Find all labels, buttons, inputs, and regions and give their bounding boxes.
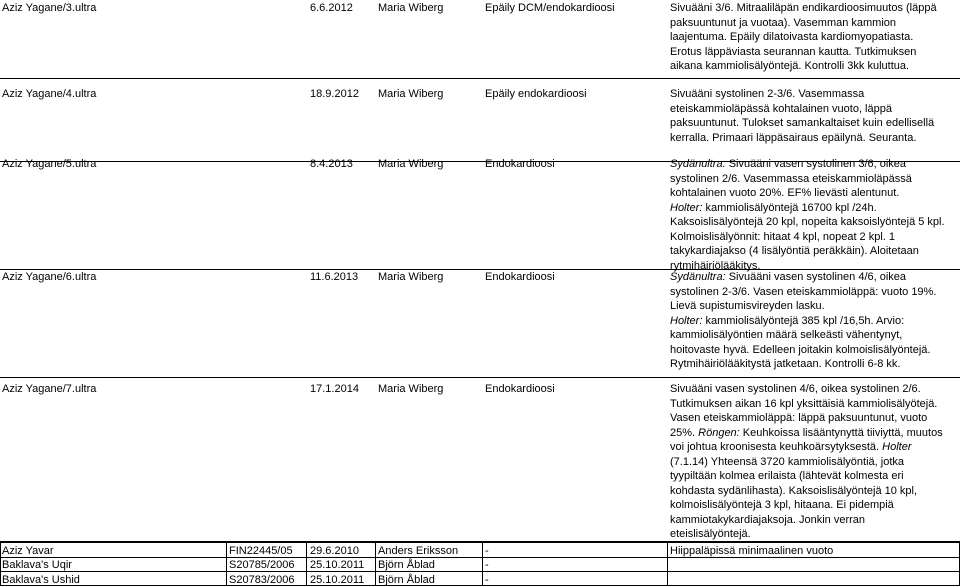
grid-line xyxy=(306,542,307,586)
grid-line xyxy=(375,542,376,586)
registration-id: FIN22445/05 xyxy=(229,545,293,557)
notes-line: kohtalainen vuoto 20%. EF% lievästi alentunut. xyxy=(670,187,900,199)
patient-name: Aziz Yagane/6.ultra xyxy=(2,271,97,283)
table-row xyxy=(0,557,960,572)
exam-date: 17.1.2014 xyxy=(310,383,359,395)
notes-line: systolinen 2/6. Vasemmassa eteiskammioläpässä xyxy=(670,172,912,185)
diagnosis: Endokardioosi xyxy=(485,158,555,170)
notes-line: takykardiajakso (4 lisälyöntiä peräkkäin). Aloitetaan xyxy=(670,245,919,257)
patient-name: Aziz Yagane/3.ultra xyxy=(2,2,97,14)
notes-line: Holter: kammiolisälyöntejä 385 kpl /16,5h. Arvio: xyxy=(670,314,905,327)
grid-line xyxy=(667,542,668,586)
notes: Hiippaläpissä minimaalinen vuoto xyxy=(670,545,834,557)
notes-line: kerralla. Primaari läppäsairaus epäilynä. Seuranta. xyxy=(670,131,917,144)
notes-line: hoitovaste hyvä. Edelleen joitakin kolmoislisälyöntejä. xyxy=(670,343,931,356)
notes xyxy=(670,382,956,542)
notes-line: rytmihäiriölääkitys. xyxy=(670,259,761,272)
notes-lead: Sydänultra: xyxy=(670,158,726,170)
notes-line: 25%. Röngen: Keuhkoissa lisääntynyttä tiiviyttä, muutos xyxy=(670,426,943,439)
notes-lead: Holter: xyxy=(670,201,703,214)
registration-id: S20783/2006 xyxy=(229,574,295,586)
notes-line: Kaksoislisälyöntejä 20 kpl, nopeita kaksoislyöntejä 5 kpl. xyxy=(670,216,945,228)
notes-line: (7.1.14) Yhteensä 3720 kammiolisälyöntiä, jotka xyxy=(670,455,904,468)
table-row xyxy=(0,572,960,586)
notes-line: Tutkimuksen aikan 16 kpl yksittäisiä kammiolisälyötejä. xyxy=(670,397,938,410)
notes-line: Kolmoislisälyönnit: hitaat 4 kpl, nopeat 2 kpl. 1 xyxy=(670,230,896,243)
doctor-name: Maria Wiberg xyxy=(378,88,444,100)
notes-line: Sydänultra: Sivuääni vasen systolinen 3/6, oikea xyxy=(670,158,907,170)
notes-line: Sivuääni 3/6. Mitraaliläpän endikardioosimuutos (läppä xyxy=(670,2,937,14)
notes-line: voi johtua kroonisesta keuhkoärsytyksestä. Holter xyxy=(670,441,912,453)
patient-name: Aziz Yagane/4.ultra xyxy=(2,88,97,100)
notes-line: Sivuääni systolinen 2-3/6. Vasemmassa xyxy=(670,88,865,100)
record-row xyxy=(0,0,960,79)
doctor-name: Maria Wiberg xyxy=(378,158,444,170)
notes-line: eteiskammioläpässä kohtalainen vuoto, läppä xyxy=(670,102,892,115)
notes-line: paksuuntunut ja vuotaa). Vasemman kammion xyxy=(670,16,897,29)
doctor-name: Maria Wiberg xyxy=(378,271,444,283)
diagnosis: Epäily DCM/endokardioosi xyxy=(485,2,615,14)
doctor-name: Maria Wiberg xyxy=(378,383,444,395)
patient-name: Baklava's Ushid xyxy=(2,574,80,586)
exam-date: 8.4.2013 xyxy=(310,158,353,170)
notes xyxy=(670,270,956,372)
exam-date: 29.6.2010 xyxy=(310,545,359,557)
record-row xyxy=(0,269,960,378)
notes-line: kolmoislisälyöntejä 3 kpl, hitaana. Ei pidempiä xyxy=(670,499,894,511)
notes-line: Sydänultra: Sivuääni vasen systolinen 4/6, oikea xyxy=(670,271,907,283)
notes-line: Erotus läppäviasta seurannan kautta. Tutkimuksen xyxy=(670,45,917,58)
notes-line: laajentuma. Epäily dilatoivasta kardiomyopatiasta. xyxy=(670,31,914,43)
record-row xyxy=(0,86,960,162)
grid-line xyxy=(226,542,227,586)
notes-lead: Röngen: xyxy=(698,426,740,439)
exam-date: 25.10.2011 xyxy=(310,574,365,586)
exam-date: 11.6.2013 xyxy=(310,271,359,283)
notes-line: paksuuntunut. Tulokset samankaltaiset kuin edellisellä xyxy=(670,117,935,129)
notes-lead: Holter: xyxy=(670,314,703,327)
diagnosis: Epäily endokardioosi xyxy=(485,88,587,100)
doctor-name: Björn Åblad xyxy=(378,574,435,586)
notes-line: Rytmihäiriölääkitystä jatketaan. Kontrolli 6-8 kk. xyxy=(670,358,901,370)
notes-lead: Holter xyxy=(882,441,912,453)
grid-line xyxy=(482,542,483,586)
notes-line: Sivuääni vasen systolinen 4/6, oikea systolinen 2/6. xyxy=(670,383,921,395)
patient-name: Baklava's Uqir xyxy=(2,559,72,571)
doctor-name: Anders Eriksson xyxy=(378,545,459,557)
doctor-name: Maria Wiberg xyxy=(378,2,444,14)
notes-line: tyypiltään kolmea erilaista (lähtevät kolmesta eri xyxy=(670,470,904,482)
notes xyxy=(670,1,956,74)
notes-line: Lievä supistumisvireyden lasku. xyxy=(670,300,825,312)
notes-line: kammiotakykardiajaksoja. Jonkin verran xyxy=(670,513,866,526)
patient-name: Aziz Yavar xyxy=(2,545,54,557)
diagnosis: - xyxy=(485,574,489,586)
notes-line: kohdasta sydänlihasta). Kaksoislisälyöntejä 10 kpl, xyxy=(670,484,918,497)
exam-date: 25.10.2011 xyxy=(310,559,365,571)
diagnosis: Endokardioosi xyxy=(485,271,555,283)
grid-line xyxy=(0,542,1,586)
exam-date: 6.6.2012 xyxy=(310,2,353,14)
notes-lead: Sydänultra: xyxy=(670,271,726,283)
patient-name: Aziz Yagane/5.ultra xyxy=(2,158,97,170)
doctor-name: Björn Åblad xyxy=(378,559,435,571)
exam-date: 18.9.2012 xyxy=(310,88,359,100)
diagnosis: Endokardioosi xyxy=(485,383,555,395)
notes-line: kammiolisälyöntien määrä selkeästi vähentynyt, xyxy=(670,329,903,341)
diagnosis: - xyxy=(485,545,489,557)
notes xyxy=(670,87,956,145)
table-row xyxy=(0,542,960,558)
notes xyxy=(670,157,956,273)
registration-id: S20785/2006 xyxy=(229,559,295,571)
diagnosis: - xyxy=(485,559,489,571)
notes-line: eteislisälyöntejä. xyxy=(670,528,751,540)
notes-line: aikana kammiolisälyöntejä. Kontrolli 3kk kuluttua. xyxy=(670,60,910,72)
notes-line: Vasen eteiskammioläppä: läppä paksuuntunut, vuoto xyxy=(670,412,928,424)
record-row xyxy=(0,156,960,270)
notes-line: Holter: kammiolisälyöntejä 16700 kpl /24h. xyxy=(670,201,877,214)
record-row xyxy=(0,381,960,542)
patient-name: Aziz Yagane/7.ultra xyxy=(2,383,97,395)
notes-line: systolinen 2-3/6. Vasen eteiskammioläppä: vuoto 19%. xyxy=(670,285,937,298)
